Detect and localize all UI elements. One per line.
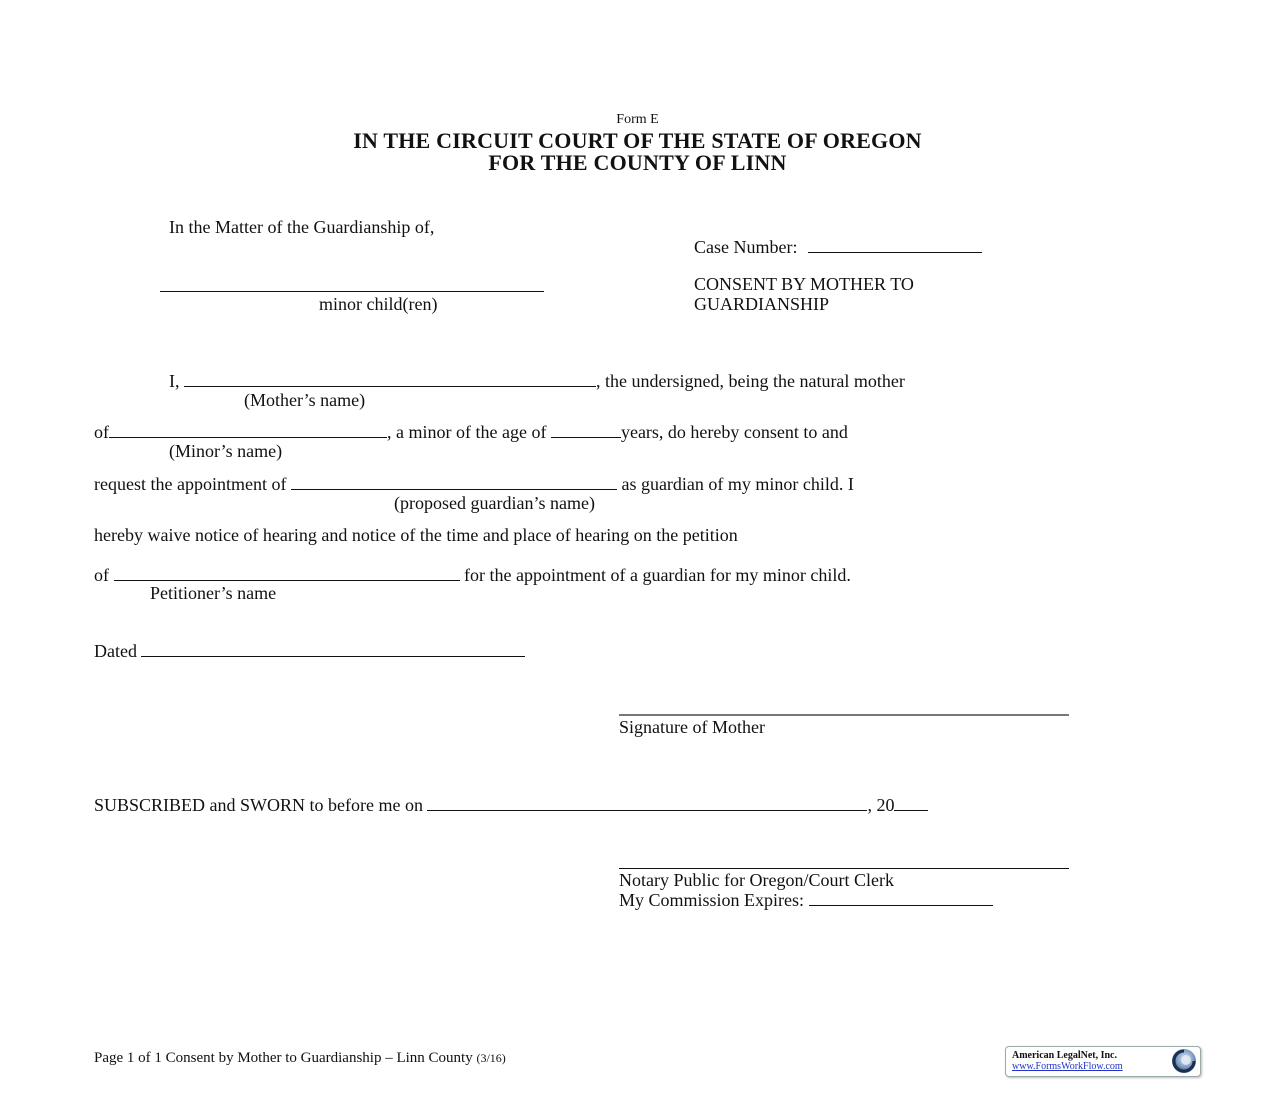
signature-label: Signature of Mother bbox=[619, 717, 765, 737]
commission-row bbox=[619, 889, 993, 910]
consent-line-1 bbox=[169, 370, 905, 391]
consent-line-2-suffix: years, do hereby consent to and bbox=[620, 422, 848, 442]
mothers-name-field[interactable] bbox=[184, 370, 596, 387]
consent-line-5-prefix: of bbox=[94, 565, 109, 585]
minor-age-field[interactable] bbox=[551, 421, 621, 438]
guardian-name-field[interactable] bbox=[291, 473, 617, 490]
court-title-line-1: IN THE CIRCUIT COURT OF THE STATE OF OREGON bbox=[353, 128, 922, 153]
consent-line-3-suffix: as guardian of my minor child. I bbox=[621, 474, 854, 494]
mothers-name-hint: (Mother’s name) bbox=[244, 390, 366, 410]
consent-line-4: hereby waive notice of hearing and notice of the time and place of hearing on the petition bbox=[94, 525, 738, 545]
guardian-name-hint: (proposed guardian’s name) bbox=[394, 493, 595, 513]
petitioner-name-hint: Petitioner’s name bbox=[150, 583, 277, 603]
notary-signature-field[interactable] bbox=[619, 868, 1069, 869]
notary-label: Notary Public for Oregon/Court Clerk bbox=[619, 870, 894, 890]
consent-line-2 bbox=[94, 421, 848, 442]
commission-label: My Commission Expires: bbox=[619, 890, 805, 910]
form-label: Form E bbox=[616, 112, 659, 127]
court-title-line-2: FOR THE COUNTY OF LINN bbox=[488, 150, 787, 175]
petitioner-name-field[interactable] bbox=[114, 564, 460, 581]
minor-children-name-field[interactable] bbox=[160, 291, 544, 292]
consent-line-3-prefix: request the appointment of bbox=[94, 474, 287, 494]
dated-label: Dated bbox=[94, 641, 137, 661]
minors-name-field[interactable] bbox=[109, 421, 387, 438]
footer-revision: (3/16) bbox=[476, 1051, 506, 1065]
case-number-row bbox=[694, 236, 982, 257]
case-number-field[interactable] bbox=[808, 236, 982, 253]
commission-expires-field[interactable] bbox=[809, 889, 993, 906]
document-title-line-1: CONSENT BY MOTHER TO bbox=[694, 274, 914, 294]
oath-year-field[interactable] bbox=[894, 794, 928, 811]
oath-row bbox=[94, 794, 928, 815]
consent-line-5 bbox=[94, 564, 851, 585]
dated-row bbox=[94, 640, 525, 661]
oath-label: SUBSCRIBED and SWORN to before me on bbox=[94, 795, 423, 815]
consent-line-1-suffix: , the undersigned, being the natural mother bbox=[596, 371, 905, 391]
logo-company-name: American LegalNet, Inc. bbox=[1012, 1050, 1117, 1061]
dated-field[interactable] bbox=[141, 640, 525, 657]
minors-name-hint: (Minor’s name) bbox=[169, 441, 283, 461]
consent-line-1-prefix: I, bbox=[169, 371, 180, 391]
matter-of-label: In the Matter of the Guardianship of, bbox=[169, 217, 435, 237]
mother-signature-field[interactable] bbox=[619, 714, 1069, 716]
consent-line-2-middle: , a minor of the age of bbox=[387, 422, 547, 442]
globe-logo-icon bbox=[1171, 1048, 1197, 1074]
consent-line-2-prefix: of bbox=[94, 422, 109, 442]
document-title-line-2: GUARDIANSHIP bbox=[694, 294, 830, 314]
footer-page-info bbox=[94, 1050, 506, 1067]
consent-line-5-suffix: for the appointment of a guardian for my minor child. bbox=[464, 565, 851, 585]
oath-date-field[interactable] bbox=[427, 794, 867, 811]
logo-url-link[interactable]: www.FormsWorkFlow.com bbox=[1012, 1061, 1123, 1072]
oath-year-prefix: , 20 bbox=[867, 795, 895, 815]
footer-page-text: Page 1 of 1 Consent by Mother to Guardianship – Linn County bbox=[94, 1050, 473, 1066]
case-number-label: Case Number: bbox=[694, 237, 798, 257]
consent-line-3 bbox=[94, 473, 854, 494]
minor-children-label: minor child(ren) bbox=[319, 294, 438, 314]
american-legalnet-logo[interactable] bbox=[1005, 1046, 1201, 1077]
